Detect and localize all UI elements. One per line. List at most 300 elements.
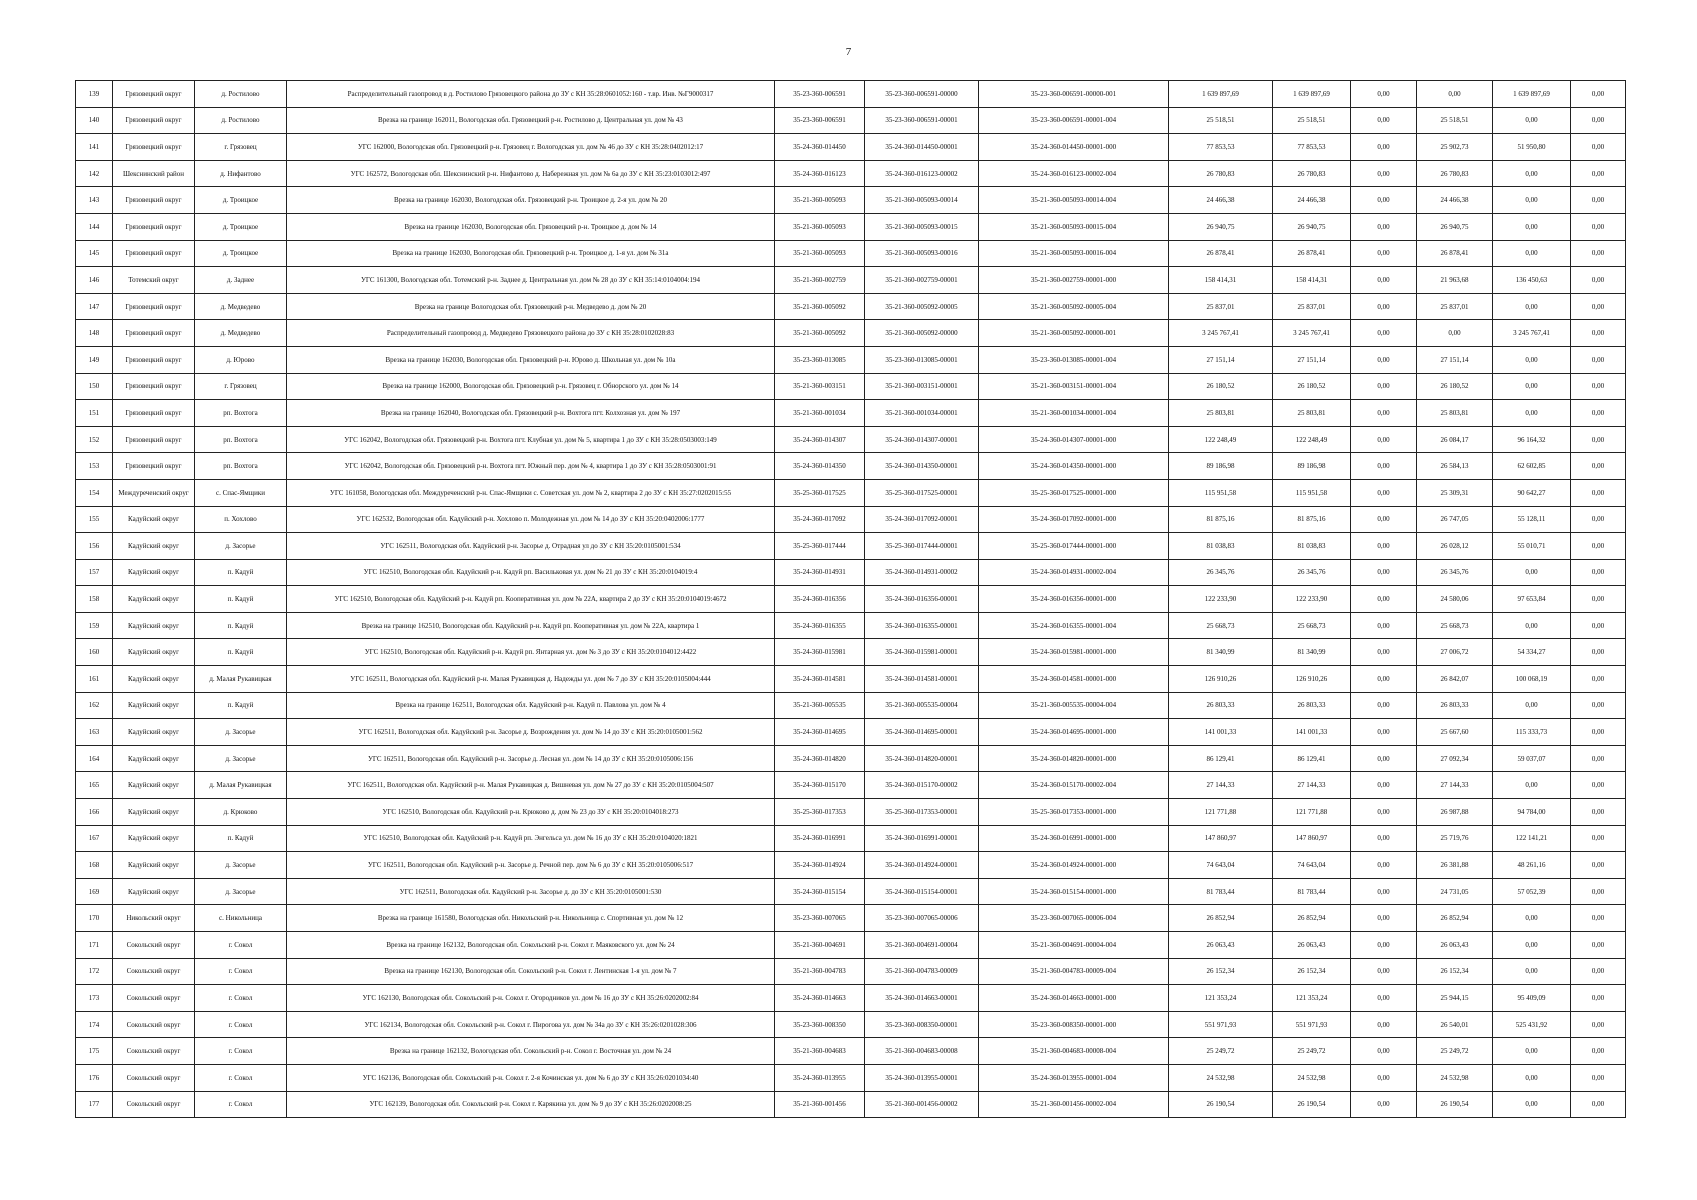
- amount-cell: 0,00: [1571, 400, 1626, 427]
- object-code-cell: 35-23-360-006591-00000: [865, 81, 979, 108]
- amount-cell: 81 038,83: [1273, 533, 1351, 560]
- object-name-cell: УГС 162511, Вологодская обл. Кадуйский р-н. Засорье д. Речной пер. дом № 6 до ЗУ с КН 35:20:0105006:517: [287, 852, 775, 879]
- row-number-cell: 144: [76, 213, 113, 240]
- settlement-cell: д. Ростилово: [195, 107, 287, 134]
- element-code-cell: 35-24-360-015170-00002-004: [979, 772, 1169, 799]
- amount-cell: 24 532,98: [1417, 1064, 1493, 1091]
- amount-cell: 0,00: [1351, 586, 1417, 613]
- amount-cell: 26 381,88: [1417, 852, 1493, 879]
- district-cell: Грязовецкий округ: [113, 81, 195, 108]
- table-row: [76, 772, 1626, 799]
- amount-total-cell: 158 414,31: [1169, 267, 1273, 294]
- district-cell: Грязовецкий округ: [113, 240, 195, 267]
- row-number-cell: 152: [76, 426, 113, 453]
- code-cell: 35-21-360-004683: [775, 1038, 865, 1065]
- object-code-cell: 35-21-360-005535-00004: [865, 692, 979, 719]
- amount-total-cell: 26 803,33: [1169, 692, 1273, 719]
- amount-cell: 0,00: [1571, 320, 1626, 347]
- amount-cell: 0,00: [1493, 559, 1571, 586]
- amount-cell: 24 466,38: [1273, 187, 1351, 214]
- element-code-cell: 35-24-360-015154-00001-000: [979, 878, 1169, 905]
- district-cell: Кадуйский округ: [113, 666, 195, 693]
- amount-cell: 0,00: [1351, 666, 1417, 693]
- amount-total-cell: 25 837,01: [1169, 293, 1273, 320]
- amount-cell: 158 414,31: [1273, 267, 1351, 294]
- amount-cell: 0,00: [1351, 985, 1417, 1012]
- settlement-cell: п. Кадуй: [195, 612, 287, 639]
- amount-cell: 0,00: [1493, 187, 1571, 214]
- object-name-cell: УГС 162510, Вологодская обл. Кадуйский р-н. Кадуй рп. Васильковая ул. дом № 21 до ЗУ с КН 35:20:0104019:4: [287, 559, 775, 586]
- code-cell: 35-24-360-014931: [775, 559, 865, 586]
- amount-cell: 0,00: [1493, 932, 1571, 959]
- district-cell: Грязовецкий округ: [113, 187, 195, 214]
- amount-cell: 0,00: [1571, 852, 1626, 879]
- amount-cell: 25 668,73: [1417, 612, 1493, 639]
- table-row: [76, 666, 1626, 693]
- district-cell: Грязовецкий округ: [113, 453, 195, 480]
- table-row: [76, 81, 1626, 108]
- amount-total-cell: 25 668,73: [1169, 612, 1273, 639]
- object-code-cell: 35-24-360-014450-00001: [865, 134, 979, 161]
- amount-cell: 0,00: [1571, 559, 1626, 586]
- amount-cell: 25 668,73: [1273, 612, 1351, 639]
- amount-cell: 0,00: [1571, 479, 1626, 506]
- settlement-cell: г. Сокол: [195, 1038, 287, 1065]
- table-row: [76, 187, 1626, 214]
- amount-cell: 0,00: [1571, 346, 1626, 373]
- object-code-cell: 35-24-360-017092-00001: [865, 506, 979, 533]
- table-row: [76, 612, 1626, 639]
- row-number-cell: 154: [76, 479, 113, 506]
- object-name-cell: Врезка на границе 162030, Вологодская обл. Грязовецкий р-н. Троицкое д. 1-я ул. дом № 31а: [287, 240, 775, 267]
- district-cell: Грязовецкий округ: [113, 426, 195, 453]
- table-row: [76, 293, 1626, 320]
- amount-cell: 26 190,54: [1417, 1091, 1493, 1118]
- object-name-cell: УГС 161300, Вологодская обл. Тотемский р-н. Заднее д. Центральная ул. дом № 28 до ЗУ с КН 35:14:0104004:194: [287, 267, 775, 294]
- table-row: [76, 267, 1626, 294]
- amount-cell: 0,00: [1571, 586, 1626, 613]
- amount-cell: 27 092,34: [1417, 745, 1493, 772]
- amount-cell: 0,00: [1493, 293, 1571, 320]
- object-code-cell: 35-24-360-014663-00001: [865, 985, 979, 1012]
- settlement-cell: г. Сокол: [195, 958, 287, 985]
- row-number-cell: 169: [76, 878, 113, 905]
- amount-cell: 0,00: [1493, 692, 1571, 719]
- amount-cell: 26 780,83: [1417, 160, 1493, 187]
- table-row: [76, 107, 1626, 134]
- amount-cell: 0,00: [1571, 692, 1626, 719]
- element-code-cell: 35-21-360-003151-00001-004: [979, 373, 1169, 400]
- amount-cell: 0,00: [1571, 293, 1626, 320]
- object-name-cell: УГС 162572, Вологодская обл. Шекснинский р-н. Нифантово д. Набережная ул. дом № 6а до ЗУ с КН 35:23:0103012:497: [287, 160, 775, 187]
- amount-cell: 27 144,33: [1417, 772, 1493, 799]
- object-code-cell: 35-24-360-014350-00001: [865, 453, 979, 480]
- amount-cell: 0,00: [1571, 772, 1626, 799]
- amount-total-cell: 141 001,33: [1169, 719, 1273, 746]
- amount-total-cell: 26 063,43: [1169, 932, 1273, 959]
- district-cell: Грязовецкий округ: [113, 293, 195, 320]
- amount-cell: 0,00: [1351, 852, 1417, 879]
- amount-cell: 0,00: [1493, 107, 1571, 134]
- table-row: [76, 160, 1626, 187]
- object-name-cell: Врезка на границе 161580, Вологодская обл. Никольский р-н. Никольница с. Спортивная ул. дом № 12: [287, 905, 775, 932]
- district-cell: Сокольский округ: [113, 958, 195, 985]
- object-code-cell: 35-21-360-005093-00014: [865, 187, 979, 214]
- amount-cell: 1 639 897,69: [1493, 81, 1571, 108]
- amount-cell: 26 878,41: [1417, 240, 1493, 267]
- amount-cell: 0,00: [1351, 187, 1417, 214]
- amount-cell: 3 245 767,41: [1493, 320, 1571, 347]
- amount-cell: 0,00: [1351, 1038, 1417, 1065]
- amount-cell: 0,00: [1571, 160, 1626, 187]
- amount-total-cell: 74 643,04: [1169, 852, 1273, 879]
- amount-cell: 0,00: [1571, 745, 1626, 772]
- element-code-cell: 35-21-360-004683-00008-004: [979, 1038, 1169, 1065]
- element-code-cell: 35-23-360-008350-00001-000: [979, 1011, 1169, 1038]
- object-code-cell: 35-21-360-002759-00001: [865, 267, 979, 294]
- code-cell: 35-23-360-013085: [775, 346, 865, 373]
- object-code-cell: 35-24-360-014581-00001: [865, 666, 979, 693]
- amount-cell: 25 518,51: [1273, 107, 1351, 134]
- object-code-cell: 35-25-360-017444-00001: [865, 533, 979, 560]
- amount-cell: 26 345,76: [1273, 559, 1351, 586]
- amount-cell: 26 852,94: [1273, 905, 1351, 932]
- amount-cell: 0,00: [1351, 932, 1417, 959]
- amount-total-cell: 122 233,90: [1169, 586, 1273, 613]
- amount-cell: 0,00: [1493, 772, 1571, 799]
- code-cell: 35-21-360-005092: [775, 293, 865, 320]
- amount-cell: 0,00: [1351, 1011, 1417, 1038]
- amount-cell: 0,00: [1571, 799, 1626, 826]
- row-number-cell: 147: [76, 293, 113, 320]
- district-cell: Никольский округ: [113, 905, 195, 932]
- amount-cell: 0,00: [1351, 719, 1417, 746]
- code-cell: 35-24-360-016991: [775, 825, 865, 852]
- district-cell: Грязовецкий округ: [113, 400, 195, 427]
- amount-total-cell: 115 951,58: [1169, 479, 1273, 506]
- amount-cell: 100 068,19: [1493, 666, 1571, 693]
- amount-cell: 54 334,27: [1493, 639, 1571, 666]
- code-cell: 35-24-360-016356: [775, 586, 865, 613]
- amount-cell: 0,00: [1571, 878, 1626, 905]
- amount-cell: 77 853,53: [1273, 134, 1351, 161]
- object-code-cell: 35-24-360-014307-00001: [865, 426, 979, 453]
- amount-cell: 0,00: [1351, 692, 1417, 719]
- element-code-cell: 35-23-360-006591-00001-004: [979, 107, 1169, 134]
- object-code-cell: 35-24-360-016355-00001: [865, 612, 979, 639]
- settlement-cell: д. Малая Рукавицкая: [195, 772, 287, 799]
- object-name-cell: УГС 162511, Вологодская обл. Кадуйский р-н. Малая Рукавицкая д. Вишневая ул. дом № 27 до ЗУ с КН 35:20:0105004:507: [287, 772, 775, 799]
- amount-cell: 26 842,07: [1417, 666, 1493, 693]
- district-cell: Кадуйский округ: [113, 799, 195, 826]
- amount-cell: 26 540,01: [1417, 1011, 1493, 1038]
- amount-cell: 0,00: [1351, 373, 1417, 400]
- table-row: [76, 825, 1626, 852]
- table-row: [76, 426, 1626, 453]
- amount-cell: 0,00: [1571, 373, 1626, 400]
- object-name-cell: Врезка на границе 162040, Вологодская обл. Грязовецкий р-н. Вохтога пгт. Колхозная ул. дом № 197: [287, 400, 775, 427]
- object-code-cell: 35-24-360-016356-00001: [865, 586, 979, 613]
- element-code-cell: 35-24-360-016356-00001-000: [979, 586, 1169, 613]
- code-cell: 35-21-360-005093: [775, 213, 865, 240]
- amount-cell: 25 803,81: [1273, 400, 1351, 427]
- row-number-cell: 159: [76, 612, 113, 639]
- table-row: [76, 240, 1626, 267]
- element-code-cell: 35-24-360-014307-00001-000: [979, 426, 1169, 453]
- code-cell: 35-24-360-014924: [775, 852, 865, 879]
- object-code-cell: 35-21-360-005093-00015: [865, 213, 979, 240]
- object-name-cell: Врезка на границе 162011, Вологодская обл. Грязовецкий р-н. Ростилово д. Центральная ул. дом № 43: [287, 107, 775, 134]
- object-name-cell: УГС 162511, Вологодская обл. Кадуйский р-н. Засорье д. Отрадная ул до ЗУ с КН 35:20:0105001:534: [287, 533, 775, 560]
- element-code-cell: 35-21-360-005093-00016-004: [979, 240, 1169, 267]
- district-cell: Кадуйский округ: [113, 533, 195, 560]
- district-cell: Сокольский округ: [113, 1011, 195, 1038]
- amount-cell: 121 353,24: [1273, 985, 1351, 1012]
- element-code-cell: 35-23-360-013085-00001-004: [979, 346, 1169, 373]
- district-cell: Сокольский округ: [113, 1064, 195, 1091]
- amount-cell: 136 450,63: [1493, 267, 1571, 294]
- row-number-cell: 163: [76, 719, 113, 746]
- district-cell: Сокольский округ: [113, 1091, 195, 1118]
- amount-total-cell: 25 249,72: [1169, 1038, 1273, 1065]
- amount-cell: 0,00: [1571, 240, 1626, 267]
- element-code-cell: 35-21-360-005093-00014-004: [979, 187, 1169, 214]
- object-name-cell: УГС 162510, Вологодская обл. Кадуйский р-н. Кадуй рп. Энгельса ул. дом № 16 до ЗУ с КН 35:20:0104020:1821: [287, 825, 775, 852]
- amount-cell: 86 129,41: [1273, 745, 1351, 772]
- row-number-cell: 160: [76, 639, 113, 666]
- code-cell: 35-24-360-015981: [775, 639, 865, 666]
- amount-cell: 0,00: [1351, 400, 1417, 427]
- amount-cell: 26 180,52: [1417, 373, 1493, 400]
- object-code-cell: 35-21-360-004691-00004: [865, 932, 979, 959]
- table-row: [76, 958, 1626, 985]
- amount-cell: 0,00: [1571, 639, 1626, 666]
- element-code-cell: 35-21-360-005092-00000-001: [979, 320, 1169, 347]
- object-code-cell: 35-25-360-017353-00001: [865, 799, 979, 826]
- element-code-cell: 35-21-360-004691-00004-004: [979, 932, 1169, 959]
- amount-cell: 26 780,83: [1273, 160, 1351, 187]
- amount-cell: 0,00: [1351, 559, 1417, 586]
- row-number-cell: 140: [76, 107, 113, 134]
- district-cell: Грязовецкий округ: [113, 213, 195, 240]
- amount-cell: 26 878,41: [1273, 240, 1351, 267]
- object-name-cell: УГС 162000, Вологодская обл. Грязовецкий р-н. Грязовец г. Вологодская ул. дом № 46 до ЗУ с КН 35:28:0402012:17: [287, 134, 775, 161]
- amount-cell: 25 309,31: [1417, 479, 1493, 506]
- object-code-cell: 35-24-360-013955-00001: [865, 1064, 979, 1091]
- code-cell: 35-21-360-005092: [775, 320, 865, 347]
- amount-cell: 26 345,76: [1417, 559, 1493, 586]
- element-code-cell: 35-24-360-013955-00001-004: [979, 1064, 1169, 1091]
- object-name-cell: Врезка на границе 162030, Вологодская обл. Грязовецкий р-н. Троицкое д. 2-я ул. дом № 20: [287, 187, 775, 214]
- object-code-cell: 35-21-360-001034-00001: [865, 400, 979, 427]
- registry-table: [75, 80, 1626, 1118]
- code-cell: 35-24-360-016123: [775, 160, 865, 187]
- object-name-cell: УГС 162136, Вологодская обл. Сокольский р-н. Сокол г. 2-я Кочинская ул. дом № 6 до ЗУ с КН 35:26:0201034:40: [287, 1064, 775, 1091]
- district-cell: Междуреченский округ: [113, 479, 195, 506]
- table-row: [76, 985, 1626, 1012]
- amount-cell: 0,00: [1351, 160, 1417, 187]
- amount-cell: 0,00: [1493, 240, 1571, 267]
- amount-cell: 0,00: [1571, 187, 1626, 214]
- amount-cell: 0,00: [1571, 905, 1626, 932]
- row-number-cell: 148: [76, 320, 113, 347]
- amount-cell: 0,00: [1351, 506, 1417, 533]
- settlement-cell: д. Засорье: [195, 533, 287, 560]
- settlement-cell: с. Никольница: [195, 905, 287, 932]
- settlement-cell: д. Крюково: [195, 799, 287, 826]
- table-row: [76, 373, 1626, 400]
- amount-cell: 0,00: [1571, 213, 1626, 240]
- settlement-cell: г. Грязовец: [195, 134, 287, 161]
- table-row: [76, 932, 1626, 959]
- settlement-cell: п. Кадуй: [195, 692, 287, 719]
- amount-cell: 0,00: [1493, 160, 1571, 187]
- district-cell: Тотемский округ: [113, 267, 195, 294]
- amount-cell: 0,00: [1571, 426, 1626, 453]
- element-code-cell: 35-21-360-001034-00001-004: [979, 400, 1169, 427]
- code-cell: 35-23-360-006591: [775, 107, 865, 134]
- object-name-cell: Врезка на границе 162510, Вологодская обл. Кадуйский р-н. Кадуй рп. Кооперативная ул. дом № 22А, квартира 1: [287, 612, 775, 639]
- element-code-cell: 35-24-360-014350-00001-000: [979, 453, 1169, 480]
- table-row: [76, 745, 1626, 772]
- row-number-cell: 158: [76, 586, 113, 613]
- settlement-cell: д. Засорье: [195, 745, 287, 772]
- district-cell: Сокольский округ: [113, 932, 195, 959]
- amount-cell: 25 902,73: [1417, 134, 1493, 161]
- code-cell: 35-24-360-015154: [775, 878, 865, 905]
- amount-cell: 24 731,05: [1417, 878, 1493, 905]
- settlement-cell: г. Сокол: [195, 985, 287, 1012]
- district-cell: Кадуйский округ: [113, 745, 195, 772]
- amount-cell: 57 052,39: [1493, 878, 1571, 905]
- amount-cell: 0,00: [1351, 320, 1417, 347]
- settlement-cell: г. Сокол: [195, 1091, 287, 1118]
- amount-cell: 21 963,68: [1417, 267, 1493, 294]
- amount-cell: 115 333,73: [1493, 719, 1571, 746]
- amount-cell: 122 248,49: [1273, 426, 1351, 453]
- element-code-cell: 35-21-360-002759-00001-000: [979, 267, 1169, 294]
- settlement-cell: д. Малая Рукавицкая: [195, 666, 287, 693]
- row-number-cell: 173: [76, 985, 113, 1012]
- amount-cell: 0,00: [1351, 267, 1417, 294]
- object-name-cell: Врезка на границе 162030, Вологодская обл. Грязовецкий р-н. Юрово д. Школьная ул. дом № 10а: [287, 346, 775, 373]
- district-cell: Кадуйский округ: [113, 612, 195, 639]
- settlement-cell: г. Сокол: [195, 1011, 287, 1038]
- row-number-cell: 155: [76, 506, 113, 533]
- amount-cell: 26 084,17: [1417, 426, 1493, 453]
- amount-cell: 525 431,92: [1493, 1011, 1571, 1038]
- settlement-cell: п. Кадуй: [195, 639, 287, 666]
- row-number-cell: 175: [76, 1038, 113, 1065]
- amount-cell: 0,00: [1571, 453, 1626, 480]
- settlement-cell: д. Медведево: [195, 293, 287, 320]
- code-cell: 35-21-360-005093: [775, 240, 865, 267]
- amount-cell: 0,00: [1351, 639, 1417, 666]
- page-number: 7: [845, 46, 852, 58]
- amount-cell: 0,00: [1351, 293, 1417, 320]
- amount-cell: 0,00: [1571, 267, 1626, 294]
- district-cell: Кадуйский округ: [113, 559, 195, 586]
- amount-cell: 0,00: [1351, 426, 1417, 453]
- amount-cell: 0,00: [1351, 745, 1417, 772]
- object-name-cell: Врезка на границе Вологодская обл. Грязовецкий р-н. Медведево д. дом № 20: [287, 293, 775, 320]
- object-code-cell: 35-24-360-014695-00001: [865, 719, 979, 746]
- object-name-cell: УГС 162510, Вологодская обл. Кадуйский р-н. Кадуй рп. Янтарная ул. дом № 3 до ЗУ с КН 35:20:0104012:4422: [287, 639, 775, 666]
- amount-cell: 0,00: [1351, 346, 1417, 373]
- amount-total-cell: 77 853,53: [1169, 134, 1273, 161]
- row-number-cell: 170: [76, 905, 113, 932]
- table-row: [76, 479, 1626, 506]
- amount-cell: 0,00: [1493, 958, 1571, 985]
- district-cell: Кадуйский округ: [113, 719, 195, 746]
- settlement-cell: г. Сокол: [195, 932, 287, 959]
- settlement-cell: п. Кадуй: [195, 825, 287, 852]
- amount-cell: 0,00: [1351, 533, 1417, 560]
- amount-cell: 0,00: [1493, 1038, 1571, 1065]
- settlement-cell: с. Спас-Ямщики: [195, 479, 287, 506]
- amount-total-cell: 81 875,16: [1169, 506, 1273, 533]
- row-number-cell: 149: [76, 346, 113, 373]
- row-number-cell: 165: [76, 772, 113, 799]
- amount-cell: 0,00: [1493, 612, 1571, 639]
- district-cell: Кадуйский округ: [113, 878, 195, 905]
- table-row: [76, 400, 1626, 427]
- object-name-cell: УГС 162510, Вологодская обл. Кадуйский р-н. Кадуй рп. Кооперативная ул. дом № 22А, квартира 2 до ЗУ с КН 35:20:0104019:4672: [287, 586, 775, 613]
- object-name-cell: Врезка на границе 162511, Вологодская обл. Кадуйский р-н. Кадуй п. Павлова ул. дом № 4: [287, 692, 775, 719]
- amount-total-cell: 25 518,51: [1169, 107, 1273, 134]
- amount-total-cell: 26 345,76: [1169, 559, 1273, 586]
- object-name-cell: Врезка на границе 162130, Вологодская обл. Сокольский р-н. Сокол г. Лентинская 1-я ул. дом № 7: [287, 958, 775, 985]
- object-name-cell: УГС 162511, Вологодская обл. Кадуйский р-н. Малая Рукавицкая д. Надежды ул. дом № 7 до ЗУ с КН 35:20:0105004:444: [287, 666, 775, 693]
- amount-total-cell: 24 532,98: [1169, 1064, 1273, 1091]
- object-name-cell: Врезка на границе 162000, Вологодская обл. Грязовецкий р-н. Грязовец г. Обнорского ул. дом № 14: [287, 373, 775, 400]
- code-cell: 35-25-360-017444: [775, 533, 865, 560]
- amount-total-cell: 26 878,41: [1169, 240, 1273, 267]
- amount-cell: 25 249,72: [1417, 1038, 1493, 1065]
- row-number-cell: 143: [76, 187, 113, 214]
- object-code-cell: 35-21-360-005092-00000: [865, 320, 979, 347]
- row-number-cell: 146: [76, 267, 113, 294]
- row-number-cell: 171: [76, 932, 113, 959]
- amount-cell: 0,00: [1571, 81, 1626, 108]
- amount-cell: 59 037,07: [1493, 745, 1571, 772]
- amount-cell: 0,00: [1351, 240, 1417, 267]
- amount-total-cell: 26 852,94: [1169, 905, 1273, 932]
- object-code-cell: 35-24-360-014931-00002: [865, 559, 979, 586]
- settlement-cell: д. Засорье: [195, 719, 287, 746]
- object-name-cell: УГС 162042, Вологодская обл. Грязовецкий р-н. Вохтога пгт. Южный пер. дом № 4, квартира 1 до ЗУ с КН 35:28:0503001:91: [287, 453, 775, 480]
- amount-total-cell: 551 971,93: [1169, 1011, 1273, 1038]
- amount-cell: 0,00: [1351, 878, 1417, 905]
- object-code-cell: 35-21-360-005093-00016: [865, 240, 979, 267]
- object-code-cell: 35-23-360-013085-00001: [865, 346, 979, 373]
- object-name-cell: УГС 162042, Вологодская обл. Грязовецкий р-н. Вохтога пгт. Клубная ул. дом № 5, квартира 1 до ЗУ с КН 35:28:0503003:149: [287, 426, 775, 453]
- row-number-cell: 139: [76, 81, 113, 108]
- table-row: [76, 852, 1626, 879]
- district-cell: Сокольский округ: [113, 1038, 195, 1065]
- object-code-cell: 35-21-360-001456-00002: [865, 1091, 979, 1118]
- amount-total-cell: 27 144,33: [1169, 772, 1273, 799]
- amount-cell: 26 852,94: [1417, 905, 1493, 932]
- element-code-cell: 35-21-360-004783-00009-004: [979, 958, 1169, 985]
- object-code-cell: 35-21-360-003151-00001: [865, 373, 979, 400]
- amount-total-cell: 27 151,14: [1169, 346, 1273, 373]
- amount-cell: 27 006,72: [1417, 639, 1493, 666]
- amount-cell: 25 518,51: [1417, 107, 1493, 134]
- row-number-cell: 151: [76, 400, 113, 427]
- amount-cell: 25 719,76: [1417, 825, 1493, 852]
- settlement-cell: п. Хохлово: [195, 506, 287, 533]
